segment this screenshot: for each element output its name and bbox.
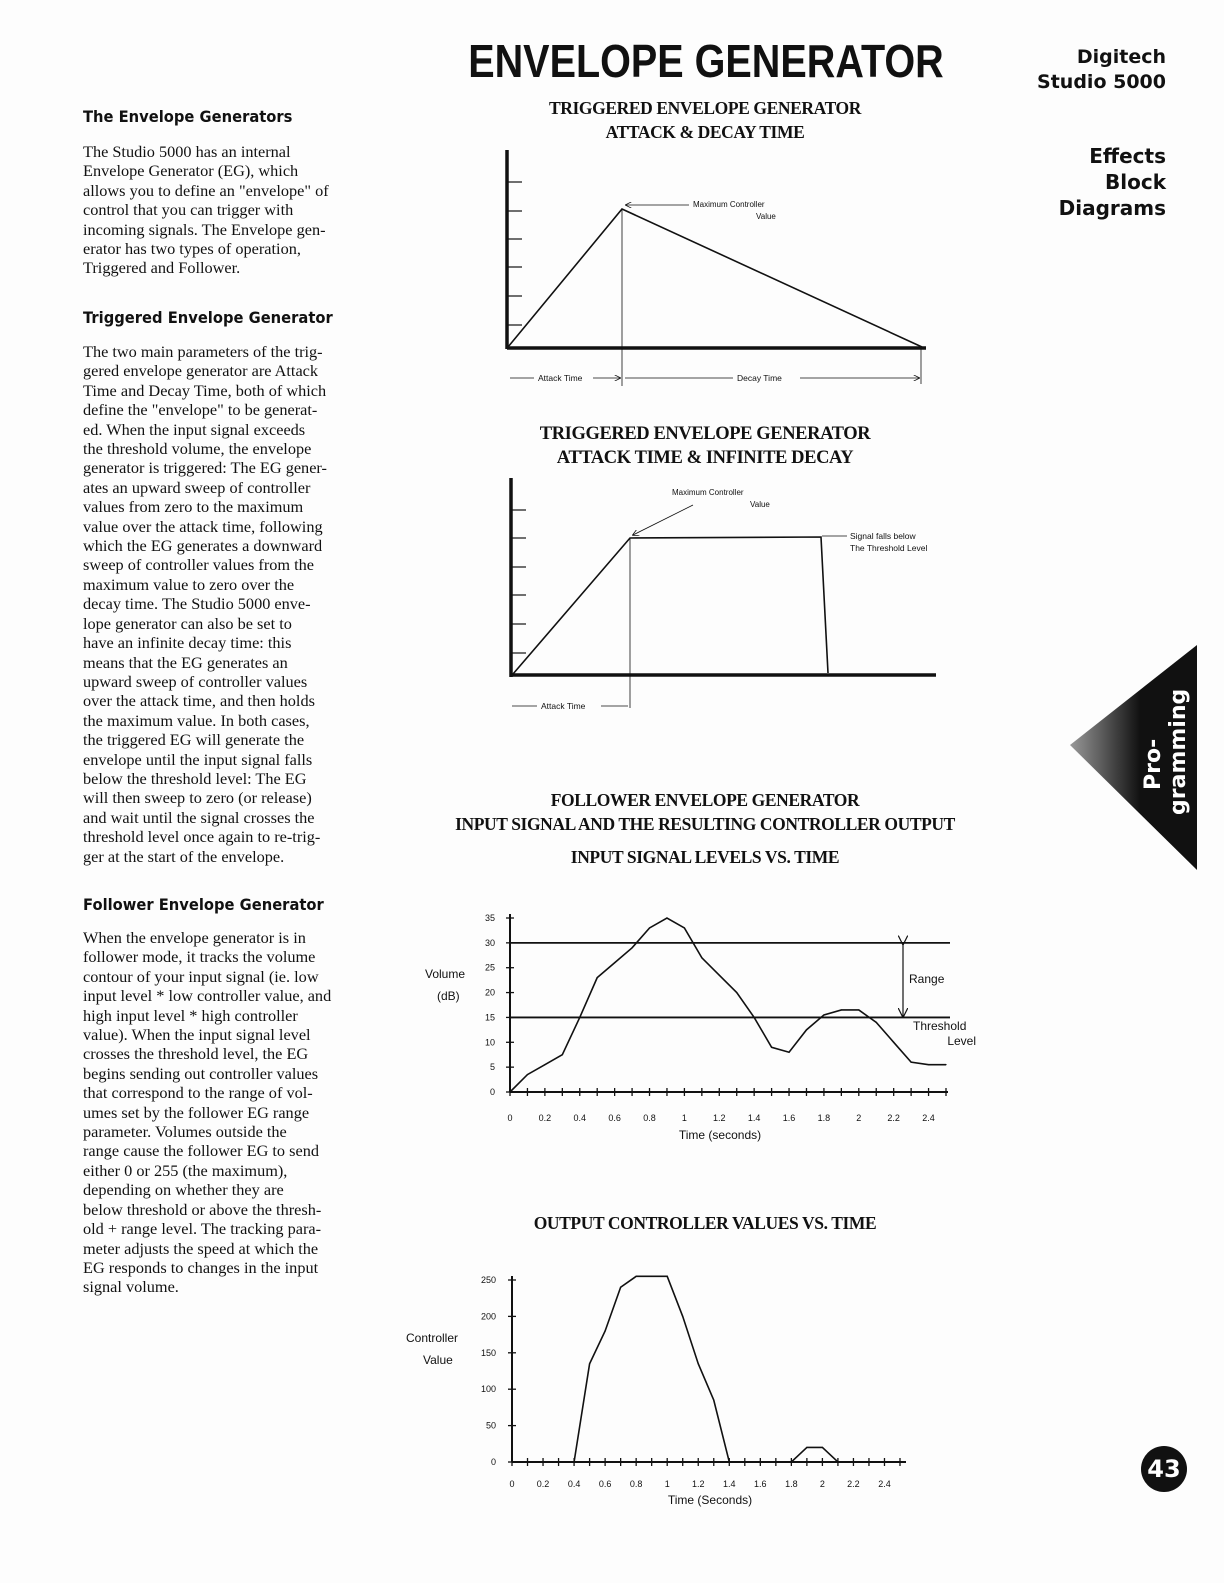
paragraph-line: follower mode, it tracks the volume [83, 947, 316, 967]
signal-falls-label: The Threshold Level [850, 543, 928, 553]
envelope-line [508, 209, 922, 347]
data-point [858, 1009, 859, 1010]
paragraph-line: value). When the input signal level [83, 1025, 311, 1045]
heading-triggered-eg: Triggered Envelope Generator [83, 308, 333, 327]
y-tick-label: 150 [480, 1347, 496, 1358]
x-tick-label: 0.4 [567, 1479, 581, 1489]
paragraph-line: When the envelope generator is in [83, 928, 306, 947]
data-point [527, 1461, 528, 1462]
page-title: ENVELOPE GENERATOR [468, 35, 944, 87]
chart-input-signal [425, 913, 976, 1142]
paragraph-line: range cause the follower EG to send [83, 1141, 319, 1161]
paragraph-line: erator has two types of operation, [83, 239, 301, 259]
paragraph-line: Triggered and Follower. [83, 258, 241, 278]
paragraph-line: envelope until the input signal falls [83, 749, 313, 769]
paragraph-line: control that you can trigger with [83, 200, 294, 220]
heading-envelope-generators: The Envelope Generators [83, 107, 293, 126]
paragraph-line: incoming signals. The Envelope gen- [83, 219, 326, 239]
y-tick-label: 25 [484, 962, 495, 973]
x-tick-label: 2.4 [922, 1113, 935, 1123]
paragraph-line: sweep of controller values from the [83, 555, 315, 575]
data-point [806, 1447, 807, 1448]
data-point [729, 1461, 730, 1462]
paragraph-line: ates an upward sweep of controller [83, 477, 311, 497]
data-point [837, 1461, 838, 1462]
x-tick-label: 0.8 [629, 1479, 643, 1489]
follower-title: FOLLOWER ENVELOPE GENERATOR [550, 790, 860, 810]
x-tick-label: 1.8 [817, 1113, 831, 1123]
x-tick-label: 0.4 [573, 1113, 587, 1123]
paragraph-line: contour of your input signal (ie. low [83, 966, 319, 986]
paragraph-line: that correspond to the range of vol- [83, 1083, 313, 1103]
paragraph-line: Envelope Generator (EG), which [83, 161, 299, 181]
data-point [698, 1363, 699, 1364]
data-point [713, 1400, 714, 1401]
x-tick-label: 2.4 [878, 1479, 891, 1489]
follower-subtitle: INPUT SIGNAL AND THE RESULTING CONTROLLER OUTPUT [455, 814, 955, 834]
y-axis-label: Controller [406, 1331, 459, 1345]
max-value-label: Value [750, 500, 770, 509]
diagram2-subtitle: ATTACK TIME & INFINITE DECAY [556, 448, 854, 468]
paragraph-line: below the threshold level: The EG [83, 768, 307, 788]
x-tick-label: 0.8 [643, 1113, 656, 1123]
data-point [893, 1042, 894, 1043]
section-label-line: Block [1105, 170, 1166, 194]
paragraph-line: threshold level once again to re-trig- [83, 827, 321, 847]
signal-falls-label: Signal falls below [850, 531, 916, 541]
y-tick-label: 35 [484, 913, 495, 923]
y-tick-label: 0 [490, 1457, 496, 1467]
envelope-line [513, 537, 828, 674]
data-point [605, 1330, 606, 1331]
y-tick-label: 15 [484, 1012, 495, 1023]
data-point [511, 1461, 512, 1462]
data-point [666, 917, 667, 918]
x-tick-label: 1.2 [713, 1113, 726, 1123]
paragraph-line: below threshold or above the thresh- [83, 1199, 322, 1219]
max-value-label: Maximum Controller [672, 488, 744, 497]
paragraph-line: umes set by the follower EG range [83, 1102, 310, 1122]
x-tick-label: 2 [856, 1113, 862, 1123]
paragraph-line: lope generator can also be set to [83, 613, 292, 633]
data-point [701, 957, 702, 958]
data-point [544, 1064, 545, 1065]
data-point [651, 1276, 652, 1277]
chart-input-title: INPUT SIGNAL LEVELS VS. TIME [570, 847, 840, 867]
paragraph-line: crosses the threshold level, the EG [83, 1044, 309, 1064]
x-tick-label: 1.4 [723, 1479, 736, 1489]
data-point [620, 1287, 621, 1288]
paragraph-line: Time and Decay Time, both of which [83, 380, 327, 400]
data-point [822, 1447, 823, 1448]
data-point [614, 962, 615, 963]
paragraph-line: the triggered EG will generate the [83, 730, 305, 750]
data-point [806, 1029, 807, 1030]
data-point [667, 1276, 668, 1277]
x-tick-label: 1 [681, 1113, 687, 1123]
data-point [868, 1461, 869, 1462]
paragraph-line: value over the attack time, following [83, 516, 323, 536]
data-point [562, 1054, 563, 1055]
x-tick-label: 0.6 [598, 1479, 612, 1489]
paragraph-line: either 0 or 255 (the maximum), [83, 1160, 288, 1180]
paragraph-line: means that the EG generates an [83, 652, 288, 672]
x-tick-label: 0 [509, 1479, 515, 1489]
data-point [719, 975, 720, 976]
data-point [884, 1461, 885, 1462]
data-point [775, 1461, 776, 1462]
paragraph-line: gered envelope generator are Attack [83, 361, 319, 381]
x-tick-label: 0.2 [536, 1479, 550, 1489]
diagram-infinite-decay [511, 478, 936, 711]
data-point [682, 1316, 683, 1317]
y-tick-label: 5 [489, 1062, 495, 1073]
data-point [649, 927, 650, 928]
paragraph-line: old + range level. The tracking para- [83, 1219, 322, 1239]
x-tick-label: 1.6 [754, 1479, 767, 1489]
paragraph-line: The two main parameters of the trig- [83, 342, 323, 361]
attack-time-label: Attack Time [541, 701, 586, 711]
max-value-label: Value [756, 212, 776, 221]
x-tick-label: 0.2 [538, 1113, 552, 1123]
paragraph-line: depending on whether they are [83, 1180, 284, 1200]
data-point [509, 1091, 510, 1092]
data-point [760, 1461, 761, 1462]
section-label-line: Diagrams [1058, 196, 1166, 220]
paragraph-line: allows you to define an "envelope" of [83, 180, 329, 200]
y-ticks [507, 182, 522, 325]
y-tick-label: 30 [484, 937, 495, 948]
paragraph-line: generator is triggered: The EG gener- [83, 458, 327, 478]
data-point [853, 1461, 854, 1462]
diagram-attack-decay [507, 150, 926, 386]
paragraph-line: EG responds to changes in the input [83, 1257, 319, 1277]
y-tick-label: 10 [484, 1037, 495, 1048]
data-point [636, 1276, 637, 1277]
y-axis-label: Value [423, 1353, 453, 1367]
paragraph-line: input level * low controller value, and [83, 986, 332, 1006]
y-tick-label: 50 [485, 1420, 496, 1431]
paragraph-line: signal volume. [83, 1277, 179, 1297]
data-point [579, 1017, 580, 1018]
data-point [542, 1461, 543, 1462]
data-point [736, 992, 737, 993]
data-point [573, 1461, 574, 1462]
data-point [899, 1461, 900, 1462]
paragraph-line: values from zero to the maximum [83, 497, 304, 517]
data-point [589, 1363, 590, 1364]
paragraph-line: over the attack time, and then holds [83, 691, 315, 711]
diagram1-subtitle: ATTACK & DECAY TIME [605, 122, 805, 142]
y-axis-label: (dB) [437, 989, 460, 1003]
y-tick-label: 250 [480, 1275, 496, 1285]
series-line [510, 918, 946, 1092]
y-tick-label: 0 [489, 1087, 495, 1097]
product-name: Studio 5000 [1037, 71, 1166, 93]
paragraph-line: ger at the start of the envelope. [83, 846, 285, 866]
y-ticks [511, 510, 526, 653]
paragraph-line: begins sending out controller values [83, 1063, 319, 1083]
paragraph-line: decay time. The Studio 5000 enve- [83, 594, 311, 614]
paragraph-line: and wait until the signal crosses the [83, 807, 315, 827]
section-label-line: Effects [1089, 144, 1166, 168]
paragraph-line: maximum value to zero over the [83, 574, 295, 594]
x-tick-label: 0 [507, 1113, 513, 1123]
data-point [558, 1461, 559, 1462]
y-tick-label: 20 [484, 987, 495, 998]
x-tick-label: 2.2 [847, 1479, 860, 1489]
x-tick-label: 1.6 [782, 1113, 796, 1123]
chart-output-title: OUTPUT CONTROLLER VALUES VS. TIME [533, 1213, 877, 1233]
page-number: 43 [1141, 1446, 1187, 1492]
data-point [631, 947, 632, 948]
diagram2-title: TRIGGERED ENVELOPE GENERATOR [539, 424, 871, 444]
data-point [928, 1064, 929, 1065]
heading-follower-eg: Follower Envelope Generator [83, 895, 324, 914]
x-tick-label: 1 [664, 1479, 670, 1489]
data-point [788, 1052, 789, 1053]
data-point [771, 1047, 772, 1048]
paragraph-line: ed. When the input signal exceeds [83, 419, 306, 439]
data-point [911, 1062, 912, 1063]
x-axis-label: Time (seconds) [678, 1128, 762, 1142]
tab-label: Pro- [1141, 738, 1166, 790]
data-point [527, 1074, 528, 1075]
paragraph-line: which the EG generates a downward [83, 536, 323, 556]
paragraph-line: have an infinite decay time: this [83, 633, 292, 653]
data-point [823, 1014, 824, 1015]
paragraph-line: high input level * high controller [83, 1005, 298, 1025]
paragraph-line: define the "envelope" to be generat- [83, 400, 318, 420]
chart-output-controller [406, 1275, 906, 1507]
data-point [744, 1461, 745, 1462]
decay-time-label: Decay Time [737, 373, 782, 383]
data-point [945, 1064, 946, 1065]
diagram1-title: TRIGGERED ENVELOPE GENERATOR [549, 98, 861, 118]
x-tick-label: 1.4 [747, 1113, 761, 1123]
programming-tab [1070, 645, 1197, 870]
x-tick-label: 1.2 [691, 1479, 705, 1489]
data-point [754, 1017, 755, 1018]
data-point [876, 1022, 877, 1023]
x-tick-label: 0.6 [608, 1113, 621, 1123]
threshold-label: Threshold [913, 1019, 967, 1033]
paragraph-line: parameter. Volumes outside the [83, 1122, 287, 1142]
threshold-label: Level [947, 1034, 976, 1048]
x-tick-label: 2 [819, 1479, 825, 1489]
max-value-label: Maximum Controller [693, 200, 765, 209]
y-tick-label: 100 [480, 1384, 496, 1395]
data-point [684, 927, 685, 928]
paragraph-line: upward sweep of controller values [83, 671, 308, 691]
x-tick-label: 1.8 [785, 1479, 798, 1489]
x-axis-label: Time (Seconds) [667, 1493, 753, 1507]
attack-time-label: Attack Time [538, 373, 583, 383]
y-tick-label: 200 [480, 1311, 496, 1322]
paragraph-line: the maximum value. In both cases, [83, 710, 310, 730]
max-value-arrow [633, 505, 693, 535]
series-line [512, 1276, 900, 1462]
data-point [791, 1461, 792, 1462]
paragraph-line: The Studio 5000 has an internal [83, 142, 291, 161]
paragraph-line: the threshold volume, the envelope [83, 439, 312, 459]
data-point [597, 977, 598, 978]
y-axis-label: Volume [425, 967, 466, 981]
brand-name: Digitech [1076, 46, 1166, 68]
paragraph-line: meter adjusts the speed at which the [83, 1238, 319, 1258]
paragraph-line: will then sweep to zero (or release) [83, 788, 312, 808]
x-tick-label: 2.2 [887, 1113, 900, 1123]
range-label: Range [909, 972, 945, 986]
data-point [841, 1009, 842, 1010]
tab-label: gramming [1166, 688, 1191, 815]
